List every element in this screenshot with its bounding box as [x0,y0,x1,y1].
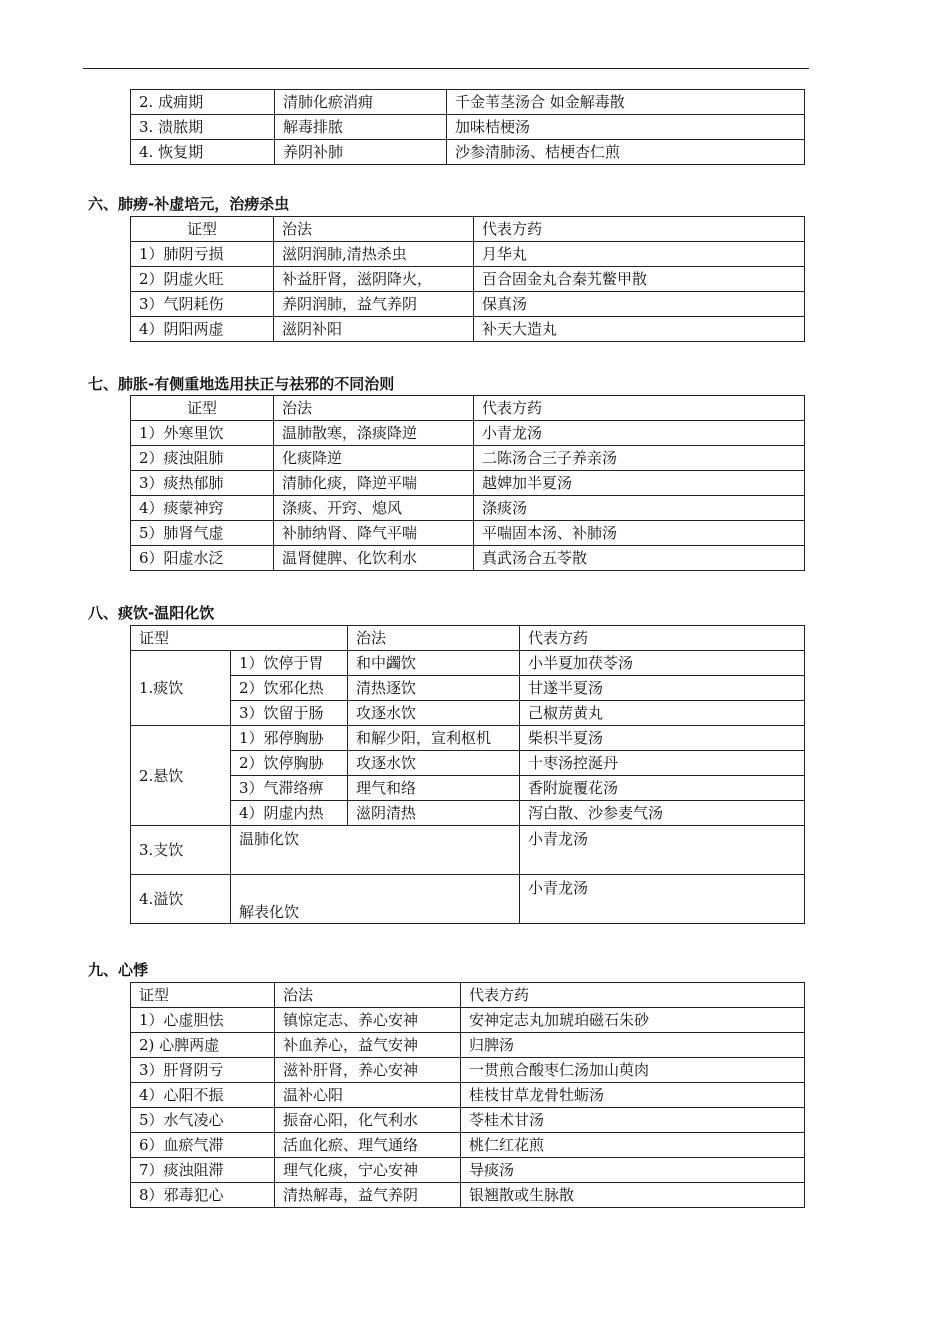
lung-abscess-table [130,89,805,165]
table-row [131,1108,805,1133]
syndrome-cell: 1）邪停胸胁 [231,726,348,751]
section-8-title: 八、痰饮-温阳化饮 [88,604,215,622]
method-cell: 和解少阳，宣利枢机 [348,726,520,751]
formula-cell: 苓桂术甘汤 [461,1108,805,1133]
method-cell: 理气和络 [348,776,520,801]
syndrome-cell: 4）阴虚内热 [231,801,348,826]
table-row [131,546,805,571]
method-cell: 滋阴润肺,清热杀虫 [274,242,474,267]
method-cell: 温肺散寒，涤痰降逆 [274,421,474,446]
table-row [131,751,805,776]
method-cell: 补益肝肾，滋阴降火， [274,267,474,292]
group-name-cell: 1.痰饮 [131,651,231,726]
section-7-table [130,395,805,571]
formula-cell: 保真汤 [474,292,805,317]
method-cell: 攻逐水饮 [348,751,520,776]
method-cell: 滋补肝肾，养心安神 [275,1058,461,1083]
method-cell: 清肺化瘀消痈 [275,90,447,115]
formula-cell: 柴枳半夏汤 [520,726,805,751]
formula-cell: 小青龙汤 [520,875,805,924]
syndrome-cell: 2）饮邪化热 [231,676,348,701]
formula-cell: 小青龙汤 [474,421,805,446]
formula-cell: 平喘固本汤、补肺汤 [474,521,805,546]
table-row [131,1133,805,1158]
syndrome-cell: 3）饮留于肠 [231,701,348,726]
method-cell: 温补心阳 [275,1083,461,1108]
formula-cell: 十枣汤控涎丹 [520,751,805,776]
table-row [131,776,805,801]
group-name-cell: 3.支饮 [131,826,231,875]
method-cell: 养阴补肺 [275,140,447,165]
header-method: 治法 [348,626,520,651]
formula-cell: 二陈汤合三子养亲汤 [474,446,805,471]
formula-cell: 归脾汤 [461,1033,805,1058]
table-header-row [131,396,805,421]
table-row [131,140,805,165]
formula-cell: 银翘散或生脉散 [461,1183,805,1208]
method-cell: 温肺化饮 [231,826,520,875]
table-row [131,471,805,496]
formula-cell: 安神定志丸加琥珀磁石朱砂 [461,1008,805,1033]
table-header-row [131,217,805,242]
formula-cell: 千金苇茎汤合 如金解毒散 [447,90,805,115]
header-formula: 代表方药 [520,626,805,651]
formula-cell: 加味桔梗汤 [447,115,805,140]
header-syndrome: 证型 [131,217,274,242]
syndrome-cell: 3）气滞络痹 [231,776,348,801]
method-cell: 滋阴补阳 [274,317,474,342]
syndrome-cell: 4）心阳不振 [131,1083,275,1108]
method-cell: 温肾健脾、化饮利水 [274,546,474,571]
header-syndrome: 证型 [131,396,274,421]
method-cell: 养阴润肺，益气养阴 [274,292,474,317]
formula-cell: 小青龙汤 [520,826,805,875]
syndrome-cell: 5）水气凌心 [131,1108,275,1133]
method-cell: 振奋心阳，化气利水 [275,1108,461,1133]
header-method: 治法 [274,396,474,421]
header-rule [83,68,809,69]
table-row [131,701,805,726]
header-formula: 代表方药 [461,983,805,1008]
method-cell: 涤痰、开窍、熄风 [274,496,474,521]
method-cell: 活血化瘀、理气通络 [275,1133,461,1158]
syndrome-cell: 2）阴虚火旺 [131,267,274,292]
table-row [131,676,805,701]
formula-cell: 甘遂半夏汤 [520,676,805,701]
method-cell: 补血养心，益气安神 [275,1033,461,1058]
syndrome-cell: 1）肺阴亏损 [131,242,274,267]
table-header-row [131,983,805,1008]
section-8-table [130,625,805,924]
method-cell: 补肺纳肾、降气平喘 [274,521,474,546]
table-row [131,651,805,676]
syndrome-cell: 2. 成痈期 [131,90,275,115]
formula-cell: 补天大造丸 [474,317,805,342]
syndrome-cell: 6）血瘀气滞 [131,1133,275,1158]
table-row [131,267,805,292]
formula-cell: 一贯煎合酸枣仁汤加山萸肉 [461,1058,805,1083]
table-row [131,826,805,875]
header-method: 治法 [275,983,461,1008]
table-row [131,292,805,317]
method-cell: 清热解毒，益气养阴 [275,1183,461,1208]
formula-cell: 月华丸 [474,242,805,267]
formula-cell: 泻白散、沙参麦气汤 [520,801,805,826]
table-row [131,521,805,546]
syndrome-cell: 4. 恢复期 [131,140,275,165]
section-9-title: 九、心悸 [88,961,149,979]
formula-cell: 导痰汤 [461,1158,805,1183]
header-syndrome: 证型 [131,626,348,651]
syndrome-cell: 3）痰热郁肺 [131,471,274,496]
syndrome-cell: 4）阴阳两虚 [131,317,274,342]
section-6-table [130,216,805,342]
section-7-title: 七、肺胀-有侧重地选用扶正与祛邪的不同治则 [88,375,395,393]
method-cell: 滋阴清热 [348,801,520,826]
method-cell: 理气化痰，宁心安神 [275,1158,461,1183]
syndrome-cell: 3. 溃脓期 [131,115,275,140]
formula-cell: 沙参清肺汤、桔梗杏仁煎 [447,140,805,165]
table-row [131,1058,805,1083]
table-row [131,1183,805,1208]
formula-cell: 己椒苈黄丸 [520,701,805,726]
table-row [131,726,805,751]
formula-cell: 涤痰汤 [474,496,805,521]
method-cell: 和中蠲饮 [348,651,520,676]
syndrome-cell: 1）外寒里饮 [131,421,274,446]
formula-cell: 桃仁红花煎 [461,1133,805,1158]
group-name-cell: 2.悬饮 [131,726,231,826]
method-cell: 攻逐水饮 [348,701,520,726]
table-row [131,1033,805,1058]
method-cell: 镇惊定志、养心安神 [275,1008,461,1033]
header-formula: 代表方药 [474,396,805,421]
section-9-table [130,982,805,1208]
method-cell: 解表化饮 [231,875,520,924]
group-name-cell: 4.溢饮 [131,875,231,924]
syndrome-cell: 2）饮停胸胁 [231,751,348,776]
table-row [131,317,805,342]
section-6-title: 六、肺痨-补虚培元，治痨杀虫 [88,195,290,213]
formula-cell: 越婢加半夏汤 [474,471,805,496]
method-cell: 化痰降逆 [274,446,474,471]
header-formula: 代表方药 [474,217,805,242]
formula-cell: 香附旋覆花汤 [520,776,805,801]
table-row [131,496,805,521]
header-syndrome: 证型 [131,983,275,1008]
table-row [131,801,805,826]
table-row [131,1083,805,1108]
table-row [131,446,805,471]
syndrome-cell: 3）肝肾阴亏 [131,1058,275,1083]
formula-cell: 百合固金丸合秦艽鳖甲散 [474,267,805,292]
table-row [131,421,805,446]
table-row [131,1158,805,1183]
syndrome-cell: 1）心虚胆怯 [131,1008,275,1033]
syndrome-cell: 7）痰浊阻滞 [131,1158,275,1183]
syndrome-cell: 6）阳虚水泛 [131,546,274,571]
syndrome-cell: 3）气阴耗伤 [131,292,274,317]
syndrome-cell: 4）痰蒙神窍 [131,496,274,521]
method-cell: 解毒排脓 [275,115,447,140]
formula-cell: 真武汤合五苓散 [474,546,805,571]
syndrome-cell: 8）邪毒犯心 [131,1183,275,1208]
method-cell: 清热逐饮 [348,676,520,701]
table-header-row [131,626,805,651]
table-row [131,115,805,140]
table-row [131,875,805,924]
syndrome-cell: 2) 心脾两虚 [131,1033,275,1058]
syndrome-cell: 2）痰浊阻肺 [131,446,274,471]
table-row [131,242,805,267]
header-method: 治法 [274,217,474,242]
table-row [131,1008,805,1033]
formula-cell: 桂枝甘草龙骨牡蛎汤 [461,1083,805,1108]
table-row [131,90,805,115]
syndrome-cell: 5）肺肾气虚 [131,521,274,546]
syndrome-cell: 1）饮停于胃 [231,651,348,676]
formula-cell: 小半夏加茯苓汤 [520,651,805,676]
method-cell: 清肺化痰，降逆平喘 [274,471,474,496]
